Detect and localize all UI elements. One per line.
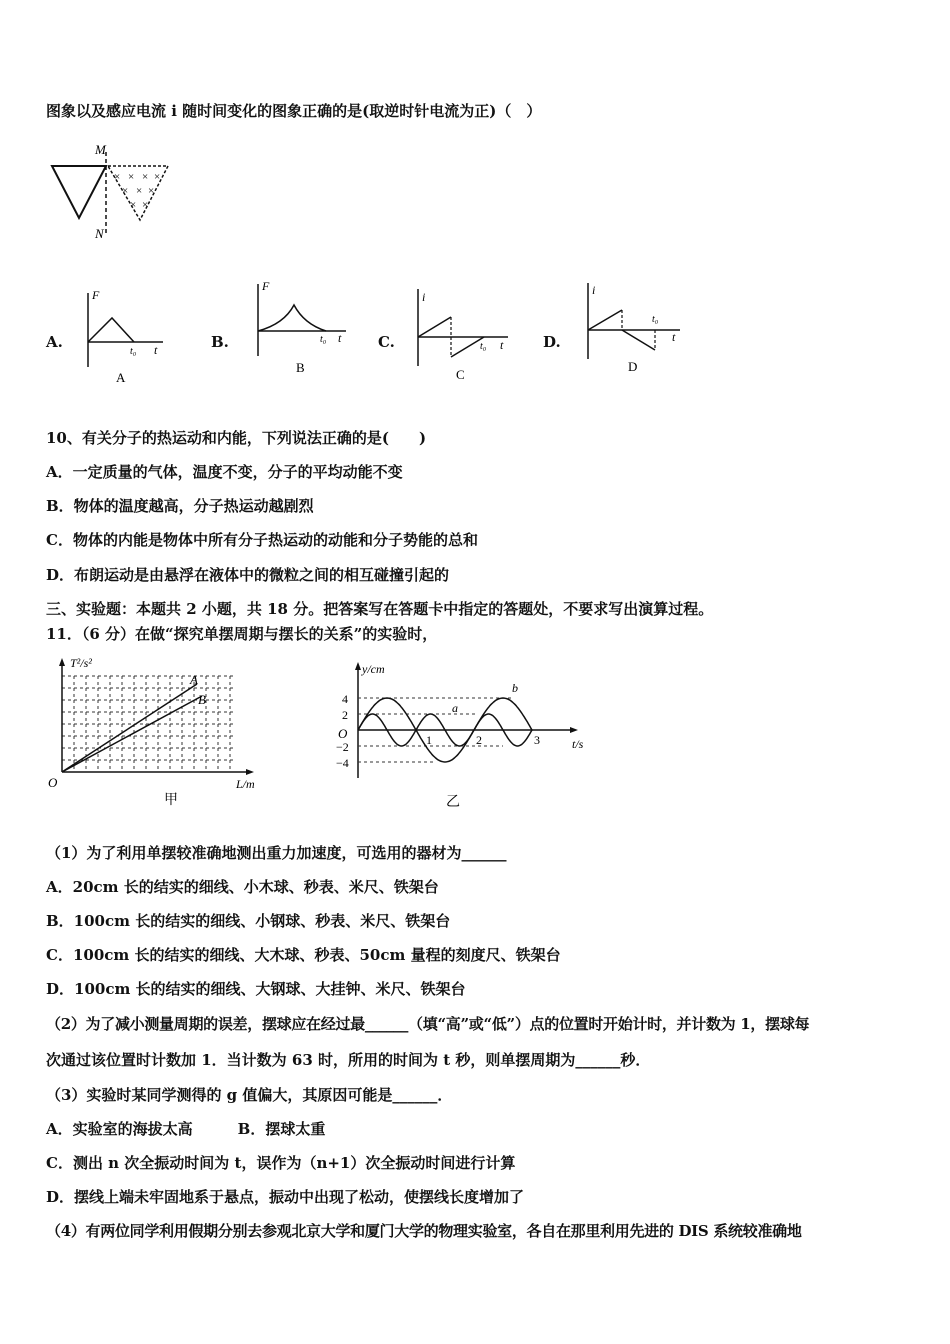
field-mark: × [148, 185, 155, 197]
fig-yi [328, 660, 598, 810]
line-a [62, 684, 197, 772]
q10-option-c: C．物体的内能是物体中所有分子热运动的动能和分子势能的总和 [46, 531, 478, 549]
q10-option-b: B．物体的温度越高，分子热运动越剧烈 [46, 497, 314, 515]
svg-text:t₀: t₀ [320, 334, 327, 345]
svg-text:i: i [592, 283, 596, 297]
field-mark: × [128, 171, 135, 183]
q9-loop-figure [48, 140, 178, 245]
field-mark: × [142, 199, 149, 211]
field-mark: × [114, 171, 121, 183]
q10-stem: 10、有关分子的热运动和内能，下列说法正确的是( ) [46, 429, 427, 447]
caption-yi: 乙 [446, 795, 460, 810]
q11-1-option-b: B．100cm 长的结实的细线、小钢球、秒表、米尺、铁架台 [46, 912, 451, 930]
caption-jia: 甲 [164, 793, 178, 808]
field-mark: × [142, 171, 149, 183]
option-b-label: B. [211, 333, 229, 351]
svg-text:y/cm: y/cm [362, 662, 385, 676]
line-b [62, 696, 202, 772]
svg-text:O: O [48, 775, 58, 790]
q11-1-option-d: D．100cm 长的结实的细线、大钢球、大挂钟、米尺、铁架台 [46, 980, 466, 998]
q11-2-line2: 次通过该位置时计数加 1．当计数为 63 时，所用的时间为 t 秒，则单摆周期为______秒． [46, 1051, 651, 1069]
field-mark: × [122, 185, 129, 197]
label-b: B [198, 692, 206, 707]
xtick: 2 [476, 733, 482, 747]
label-n: N [95, 226, 104, 241]
option-d-label: D. [543, 333, 561, 351]
xtick: 1 [426, 733, 432, 747]
option-c-label: C. [378, 333, 395, 351]
svg-text:t/s: t/s [572, 737, 584, 751]
q11-1-option-a: A．20cm 长的结实的细线、小木球、秒表、米尺、铁架台 [46, 878, 439, 896]
label-b: b [512, 681, 518, 695]
ytick: −4 [336, 756, 349, 770]
q11-1-option-c: C．100cm 长的结实的细线、大木球、秒表、50cm 量程的刻度尺、铁架台 [46, 946, 561, 964]
q11-3-stem: （3）实验时某同学测得的 g 值偏大，其原因可能是______． [46, 1086, 453, 1104]
option-d-graph [580, 279, 690, 384]
caption-b: B [296, 360, 305, 375]
svg-text:t₀: t₀ [480, 341, 487, 352]
ytick: 4 [342, 692, 348, 706]
svg-text:t₀: t₀ [130, 346, 137, 357]
q11-2-line1: （2）为了减小测量周期的误差，摆球应在经过最______（填“高”或“低”）点的位置时开始计时，并计数为 1，摆球每 [46, 1015, 810, 1033]
ytick: −2 [336, 740, 349, 754]
field-mark: × [154, 171, 161, 183]
label-a: a [452, 701, 458, 715]
label-m: M [95, 142, 106, 157]
option-a-graph [78, 285, 178, 390]
caption-d: D [628, 359, 638, 374]
field-mark: × [136, 185, 143, 197]
q11-3-option-d: D．摆线上端未牢固地系于悬点，振动中出现了松动，使摆线长度增加了 [46, 1188, 525, 1206]
q11-3-options-ab: A．实验室的海拔太高 B．摆球太重 [46, 1120, 326, 1138]
option-b-graph [246, 278, 356, 383]
q11-4-stem: （4）有两位同学利用假期分别去参观北京大学和厦门大学的物理实验室，各自在那里利用先进的 DIS 系统较准确地 [46, 1222, 802, 1240]
q10-option-d: D．布朗运动是由悬浮在液体中的微粒之间的相互碰撞引起的 [46, 566, 450, 584]
svg-text:t: t [338, 331, 342, 345]
label-a: A [190, 672, 198, 687]
triangle-loop [52, 166, 106, 218]
section-header: 三、实验题：本题共 2 小题，共 18 分。把答案写在答题卡中指定的答题处，不要求写出演算过程。 [46, 600, 714, 618]
q11-stem: 11．（6 分）在做“探究单摆周期与摆长的关系”的实验时， [46, 625, 438, 643]
svg-text:F: F [262, 279, 270, 293]
caption-a: A [116, 370, 126, 385]
q11-1-stem: （1）为了利用单摆较准确地测出重力加速度，可选用的器材为______ [46, 844, 507, 862]
force-curve [258, 305, 326, 331]
xtick: 3 [534, 733, 540, 747]
caption-c: C [456, 367, 465, 382]
force-curve [88, 318, 134, 342]
svg-text:F: F [92, 288, 100, 302]
option-c-graph [408, 283, 518, 388]
svg-text:T²/s²: T²/s² [70, 656, 92, 670]
svg-text:t₀: t₀ [652, 314, 659, 325]
svg-text:t: t [672, 330, 676, 344]
svg-text:t: t [500, 338, 504, 352]
q11-3-option-c: C．测出 n 次全振动时间为 t，误作为（n+1）次全振动时间进行计算 [46, 1154, 516, 1172]
q9-stem: 图象以及感应电流 i 随时间变化的图象正确的是(取逆时针电流为正)（ ） [46, 102, 542, 120]
ytick: 2 [342, 708, 348, 722]
svg-text:i: i [422, 290, 426, 304]
svg-text:O: O [338, 726, 348, 741]
svg-text:L/m: L/m [236, 777, 255, 791]
field-mark: × [130, 199, 137, 211]
fig-jia [44, 654, 274, 809]
q10-option-a: A．一定质量的气体，温度不变，分子的平均动能不变 [46, 463, 403, 481]
option-a-label: A. [46, 333, 63, 351]
svg-text:t: t [154, 343, 158, 357]
